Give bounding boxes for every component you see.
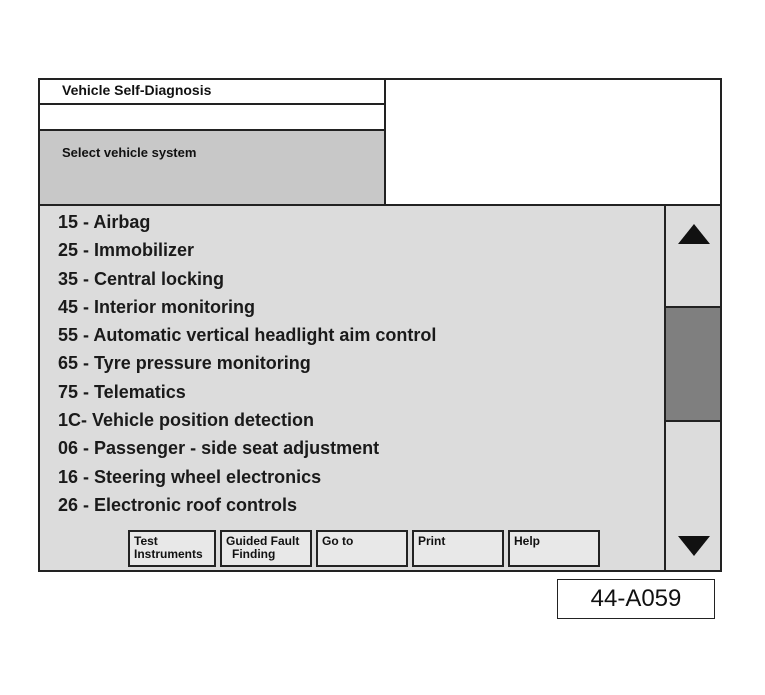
prompt-text: Select vehicle system bbox=[40, 131, 384, 204]
goto-button[interactable]: Go to bbox=[316, 530, 408, 567]
list-item-steering-wheel[interactable]: 16 - Steering wheel electronics bbox=[58, 466, 322, 487]
guided-fault-label-1: Guided Fault bbox=[226, 534, 300, 548]
header-panel bbox=[40, 80, 386, 204]
list-item-roof-controls[interactable]: 26 - Electronic roof controls bbox=[58, 494, 298, 515]
help-button[interactable]: Help bbox=[508, 530, 600, 567]
info-panel bbox=[386, 80, 720, 204]
diagnosis-screen bbox=[38, 78, 722, 572]
list-item-headlight-aim[interactable]: 55 - Automatic vertical headlight aim control bbox=[58, 325, 437, 346]
test-instruments-label-2: Instruments bbox=[134, 547, 203, 561]
test-instruments-label-1: Test bbox=[134, 534, 158, 548]
list-item-airbag[interactable]: 15 - Airbag bbox=[58, 212, 151, 232]
print-button[interactable]: Print bbox=[412, 530, 504, 567]
test-instruments-button[interactable] bbox=[128, 530, 216, 567]
system-list bbox=[40, 206, 668, 519]
guided-fault-label-2: Finding bbox=[232, 547, 276, 561]
scroll-up-icon[interactable] bbox=[678, 224, 710, 244]
scroll-down-icon[interactable] bbox=[678, 536, 710, 556]
list-item-vehicle-position[interactable]: 1C- Vehicle position detection bbox=[58, 410, 315, 431]
list-item-passenger-seat[interactable]: 06 - Passenger - side seat adjustment bbox=[58, 438, 380, 459]
screen-title: Vehicle Self-Diagnosis bbox=[40, 80, 384, 105]
list-item-central-locking[interactable]: 35 - Central locking bbox=[58, 268, 225, 289]
guided-fault-finding-button[interactable] bbox=[220, 530, 312, 567]
figure-label: 44-A059 bbox=[557, 579, 715, 619]
system-list-area bbox=[40, 204, 668, 570]
function-toolbar bbox=[128, 530, 600, 567]
scrollbar-thumb[interactable] bbox=[666, 306, 720, 422]
list-item-immobilizer[interactable]: 25 - Immobilizer bbox=[58, 240, 195, 261]
blank-field bbox=[40, 105, 384, 131]
list-item-interior-monitoring[interactable]: 45 - Interior monitoring bbox=[58, 296, 256, 317]
list-item-telematics[interactable]: 75 - Telematics bbox=[58, 381, 186, 402]
list-item-tyre-pressure[interactable]: 65 - Tyre pressure monitoring bbox=[58, 353, 311, 374]
scrollbar[interactable] bbox=[664, 204, 720, 570]
